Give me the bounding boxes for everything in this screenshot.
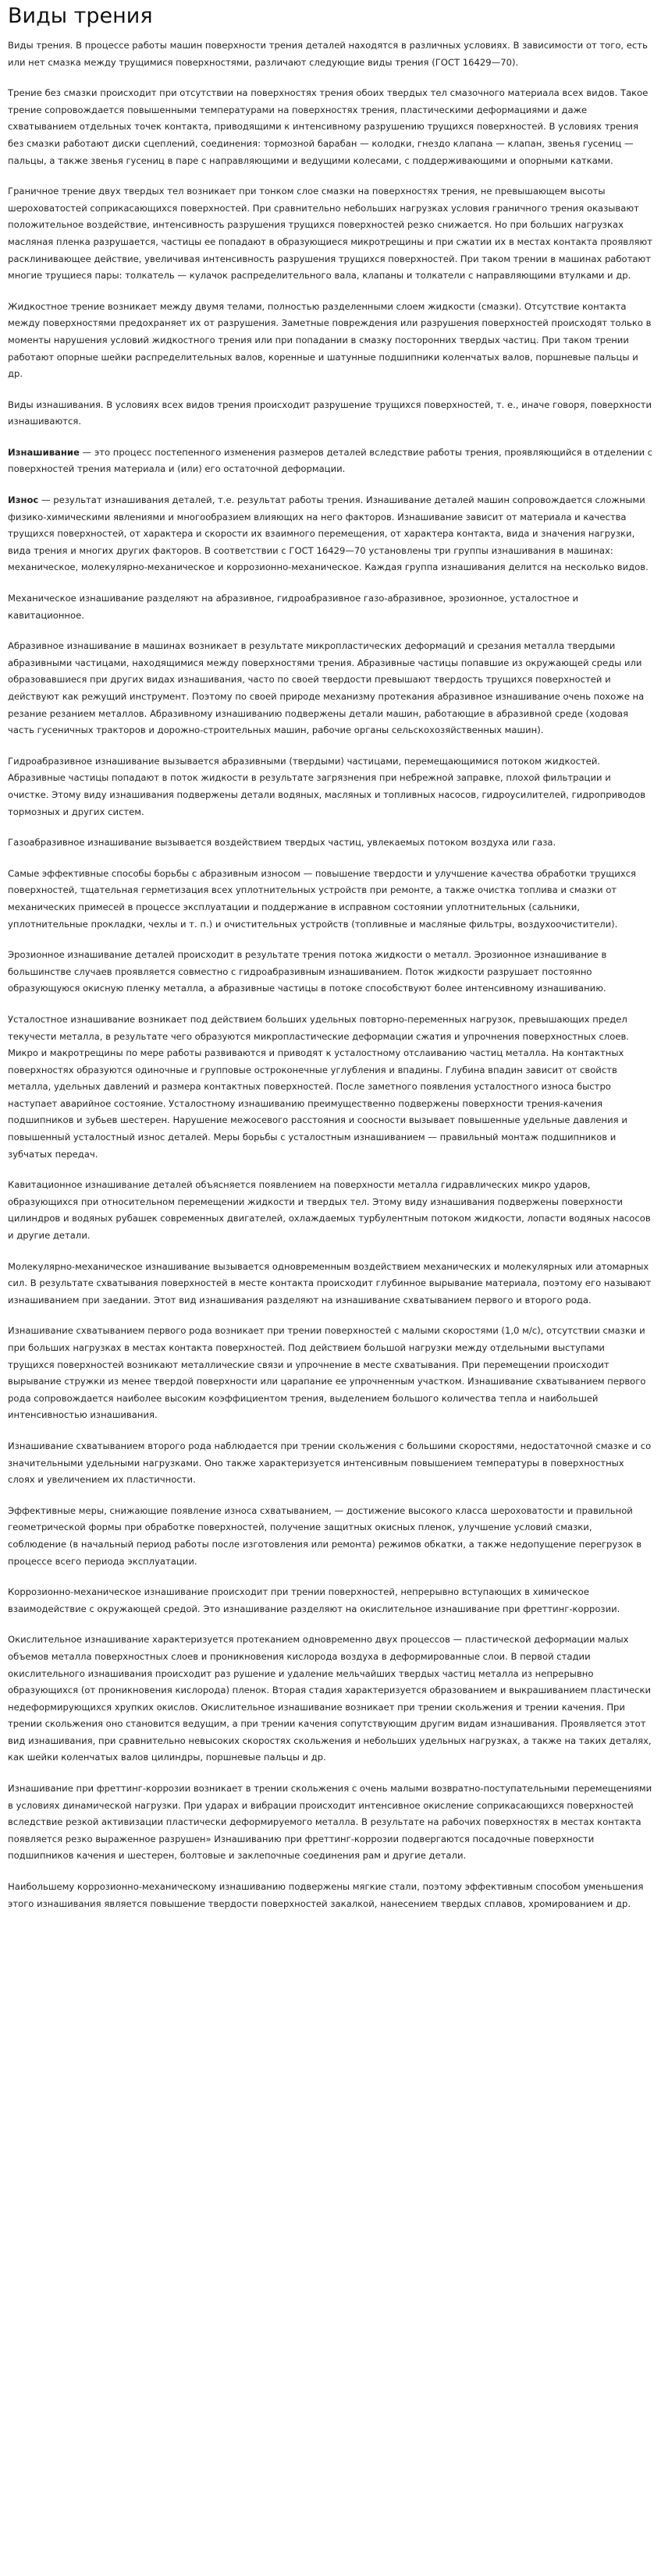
paragraph <box>8 397 653 431</box>
paragraph <box>8 1177 653 1244</box>
paragraph-text: Абразивное изнашивание в машинах возникает в результате микропластических деформаций и срезания металла твердыми абразивными частицами, находящимися между поверхностями трения. Абразивные частицы попавшие из окружающей среды или образовавшиеся при других видах изнашивания, часто по своей твердости превышают твердость трущихся поверхностей и действуют как режущий инструмент. Поэтому по своей природе механизму протекания абразивное изнашивание очень похоже на резание резанием металлов. Абразивному изнашиванию подвержены детали машин, работающие в абразивной среде (ходовая часть гусеничных тракторов и дорожно-строительных машин, рабочие органы сельскохозяйственных машин). <box>8 640 645 736</box>
paragraph-text: Жидкостное трение возникает между двумя телами, полностью разделенными слоем жидкости (смазки). Отсутствие контакта между поверхностями предохраняет их от разрушения. Заметные повреждения или разрушения поверхностей происходят только в моменты нарушения условий жидкостного трения или при попадании в смазку посторонних твердых частиц. При таком трении работают опорные шейки распределительных валов, коренные и шатунные подшипники коленчатых валов, поршневые пальцы и др. <box>8 300 652 380</box>
paragraph <box>8 947 653 997</box>
paragraph <box>8 299 653 383</box>
paragraph-text: Самые эффективные способы борьбы с абразивным износом — повышение твердости и улучшение качества обработки трущихся поверхностей, тщательная герметизация всех уплотнительных устройств при ремонте, а также очистка топлива и смазки от механических примесей в процессе эксплуатации и поддержание в исправном состоянии уплотнительных (сальники, уплотнительные прокладки, чехлы и т. п.) и очистительных устройств (топливные и масляные фильтры, воздухоочистители). <box>8 867 637 930</box>
paragraph-text: Кавитационное изнашивание деталей объясняется появлением на поверхности металла гидравлических микро ударов, образующихся при относительном перемещении жидкости и твердых тел. Этому виду изнашивания подвержены поверхности цилиндров и водяных рубашек современных двигателей, охлаждаемых турбулентным потоком жидкости, лопасти водяных насосов и другие детали. <box>8 1179 651 1242</box>
paragraph <box>8 1323 653 1424</box>
paragraph-text: Трение без смазки происходит при отсутствии на поверхностях трения обоих твердых тел смазочного материала всех видов. Такое трение сопровождается повышенными температурами на поверхностях трения, пластическими деформациями и даже схватыванием отдельных точек контакта, приводящими к интенсивному разрушению трущихся поверхностей. В условиях трения без смазки работают диски сцеплений, соединения: тормозной барабан — колодки, гнездо клапана — клапан, звенья гусениц — пальцы, а также звенья гусениц в паре с направляющими и ведущими колесами, с поддерживающими и опорными катками. <box>8 87 649 166</box>
paragraph-text: Эффективные меры, снижающие появление износа схватыванием, — достижение высокого класса шероховатости и правильной геометрической формы при обработке поверхностей, получение защитных окисных пленок, улучшение условий смазки, соблюдение (в начальный период работы после изготовления или ремонта) режимов обкатки, а также недопущение перегрузок в процессе всего периода эксплуатации. <box>8 1504 642 1567</box>
paragraph <box>8 590 653 624</box>
paragraph-text: Граничное трение двух твердых тел возникает при тонком слое смазки на поверхностях трения, не превышающем высоты шероховатостей соприкасающихся поверхностей. При сравнительно небольших нагрузках условия граничного трения оказывают положительное воздействие, интенсивность разрушения трущихся поверхностей резко снижается. Но при больших нагрузках масляная пленка разрушается, частицы ее попадают в образующиеся микротрещины и при сжатии их в местах контакта проявляют расклинивающее действие, увеличивая интенсивность разрушения трущихся поверхностей. При таком трении в машинах работают многие трущиеся пары: толкатель — кулачок распределительного вала, клапаны и толкатели с направляющими втулками и др. <box>8 186 652 282</box>
paragraph <box>8 1879 653 1912</box>
paragraph-text: Изнашивание схватыванием первого рода возникает при трении поверхностей с малыми скоростями (1,0 м/с), отсутствии смазки и при больших нагрузках в местах контакта поверхностей. Под действием большой нагрузки между отдельными выступами трущихся поверхностей возникают металлические связи и упрочнение в месте схватывания. При перемещении происходит вырывание стружки из менее твердой поверхности или царапание ее упрочненным участком. Изнашивание схватыванием первого рода сопровождается наиболее высоким коэффициентом трения, выделением большого количества тепла и наибольшей интенсивностью изнашивания. <box>8 1325 646 1421</box>
paragraph <box>8 183 653 285</box>
paragraph <box>8 834 653 852</box>
paragraph <box>8 37 653 71</box>
paragraph <box>8 1503 653 1570</box>
paragraph-text: Окислительное изнашивание характеризуется протеканием одновременно двух процессов — пластической деформации малых объемов металла поверхностных слоев и проникновения кислорода воздуха в деформированные слои. В первой стадии окислительного изнашивания происходит раз рушение и удаление мельчайших твердых частиц металла из непрерывно образующихся (от проникновения кислорода) пленок. Вторая стадия характеризуется образованием и выкрашиванием пластически недеформирующихся хрупких окислов. Окислительное изнашивание возникает при трении скольжения и трении качения. При трении скольжения оно становится ведущим, а при трении качения сопутствующим другим видам изнашивания. Проявляется этот вид изнашивания, при сравнительно невысоких скоростях скольжения и небольших удельных нагрузках, а также на таких деталях, как шейки коленчатых валов цилиндры, поршневые пальцы и др. <box>8 1634 652 1763</box>
page-title: Виды трения <box>8 4 153 28</box>
paragraph <box>8 1259 653 1309</box>
paragraph-text: Гидроабразивное изнашивание вызывается абразивными (твердыми) частицами, перемещающимися потоком жидкостей. Абразивные частицы попадают в поток жидкости в результате загрязнения при небрежной заправке, плохой фильтрации и очистке. Этому виду изнашивания подвержены детали водяных, масляных и топливных насосов, гидроусилителей, гидроприводов тормозных и других систем. <box>8 755 646 817</box>
paragraph-text: Газоабразивное изнашивание вызывается воздействием твердых частиц, увлекаемых потоком воздуха или газа. <box>8 837 556 849</box>
paragraph-text: Наибольшему коррозионно-механическому изнашиванию подвержены мягкие стали, поэтому эффективным способом уменьшения этого изнашивания является повышение твердости поверхностей закалкой, нанесением твердых сплавов, хромированием и др. <box>8 1881 644 1909</box>
paragraph <box>8 753 653 820</box>
term: Изнашивание <box>8 446 80 458</box>
paragraph-text: Виды изнашивания. В условиях всех видов трения происходит разрушение трущихся поверхностей, т. е., иначе говоря, поверхности изнашиваются. <box>8 399 652 427</box>
paragraph-text: Изнашивание при фреттинг-коррозии возникает в трении скольжения с очень малыми возвратно-поступательными перемещениями в условиях динамической нагрузки. При ударах и вибрации происходит интенсивное окисление соприкасающихся поверхностей вследствие резкой активизации пластически деформируемого металла. В результате на рабочих поверхностях в местах контакта появляется резко выраженное разрушен» Изнашиванию при фреттинг-коррозии подвергаются посадочные поверхности подшипников качения и шестерен, болтовые и заклепочные соединения рам и другие детали. <box>8 1783 652 1862</box>
paragraph <box>8 638 653 739</box>
paragraph-text: Молекулярно-механическое изнашивание вызывается одновременным воздействием механических и молекулярных или атомарных сил. В результате схватывания поверхностей в месте контакта происходит глубинное вырывание материала, поэтому его называют изнашиванием при заедании. Этот вид изнашивания разделяют на изнашивание схватыванием первого и второго рода. <box>8 1260 652 1306</box>
paragraph <box>8 1632 653 1766</box>
paragraph <box>8 1584 653 1618</box>
paragraph <box>8 492 653 576</box>
paragraph <box>8 1781 653 1865</box>
paragraph <box>8 85 653 169</box>
paragraph <box>8 445 653 478</box>
paragraph-text: Виды трения. В процессе работы машин поверхности трения деталей находятся в различных условиях. В зависимости от того, есть или нет смазка между трущимися поверхностями, различают следующие виды трения (ГОСТ 16429—70). <box>8 40 648 68</box>
paragraph <box>8 1012 653 1163</box>
article-body <box>8 37 653 1912</box>
paragraph-text: Усталостное изнашивание возникает под действием больших удельных повторно-переменных нагрузок, превышающих предел текучести металла, в результате чего образуются микропластические деформации сжатия и упрочнения поверхностных слоев. Микро и макротрещины по мере работы развиваются и приводят к усталостному отслаиванию частиц металла. На контактных поверхностях образуются одиночные и групповые остроконечные углубления и впадины. Глубина впадин зависит от свойств металла, удельных давлений и размера контактных поверхностей. После заметного появления усталостного износа быстро наступает аварийное состояние. Усталостному изнашиванию преимущественно подвержены поверхности трения-качения подшипников и зубьев шестерен. Нарушение межосевого расстояния и соосности вызывает повышенные удельные давления и повышенный усталостный износ деталей. Меры борьбы с усталостным изнашиванием — правильный монтаж подшипников и зубчатых передач. <box>8 1013 629 1160</box>
paragraph <box>8 1438 653 1489</box>
paragraph <box>8 866 653 933</box>
term: Износ <box>8 494 39 506</box>
paragraph-text: Изнашивание схватыванием второго рода наблюдается при трении скольжения с большими скоростями, недостаточной смазке и со значительными удельными нагрузками. Оно также характеризуется интенсивным повышением температуры в поверхностных слоях и увеличением их пластичности. <box>8 1440 652 1486</box>
paragraph-text: Эрозионное изнашивание деталей происходит в результате трения потока жидкости о металл. Эрозионное изнашивание в большинстве случаев проявляется совместно с гидроабразивным изнашиванием. Поток жидкости разрушает постоянно образующуюся окисную пленку металла, а абразивные частицы в потоке способствуют более интенсивному изнашиванию. <box>8 949 607 994</box>
paragraph-text: Механическое изнашивание разделяют на абразивное, гидроабразивное газо-абразивное, эрозионное, усталостное и кавитационное. <box>8 593 579 621</box>
paragraph-text: — результат изнашивания деталей, т.е. результат работы трения. Изнашивание деталей машин сопровождается сложными физико-химическими явлениями и многообразием влияющих на него факторов. Изнашивание зависит от материала и качества трущихся поверхностей, от характера и скорости их взаимного перемещения, от характера контакта, вида и значения нагрузки, вида трения и многих других факторов. В соответствии с ГОСТ 16429—70 установлены три группы изнашивания в машинах: механическое, молекулярно-механическое и коррозионно-механическое. Каждая группа изнашивания делится на несколько видов. <box>8 494 649 573</box>
paragraph-text: Коррозионно-механическое изнашивание происходит при трении поверхностей, непрерывно вступающих в химическое взаимодействие с окружающей средой. Это изнашивание разделяют на окислительное изнашивание при фреттинг-коррозии. <box>8 1586 620 1614</box>
paragraph-text: — это процесс постепенного изменения размеров деталей вследствие работы трения, проявляющийся в отделении с поверхностей трения материала и (или) его остаточной деформации. <box>8 446 653 475</box>
